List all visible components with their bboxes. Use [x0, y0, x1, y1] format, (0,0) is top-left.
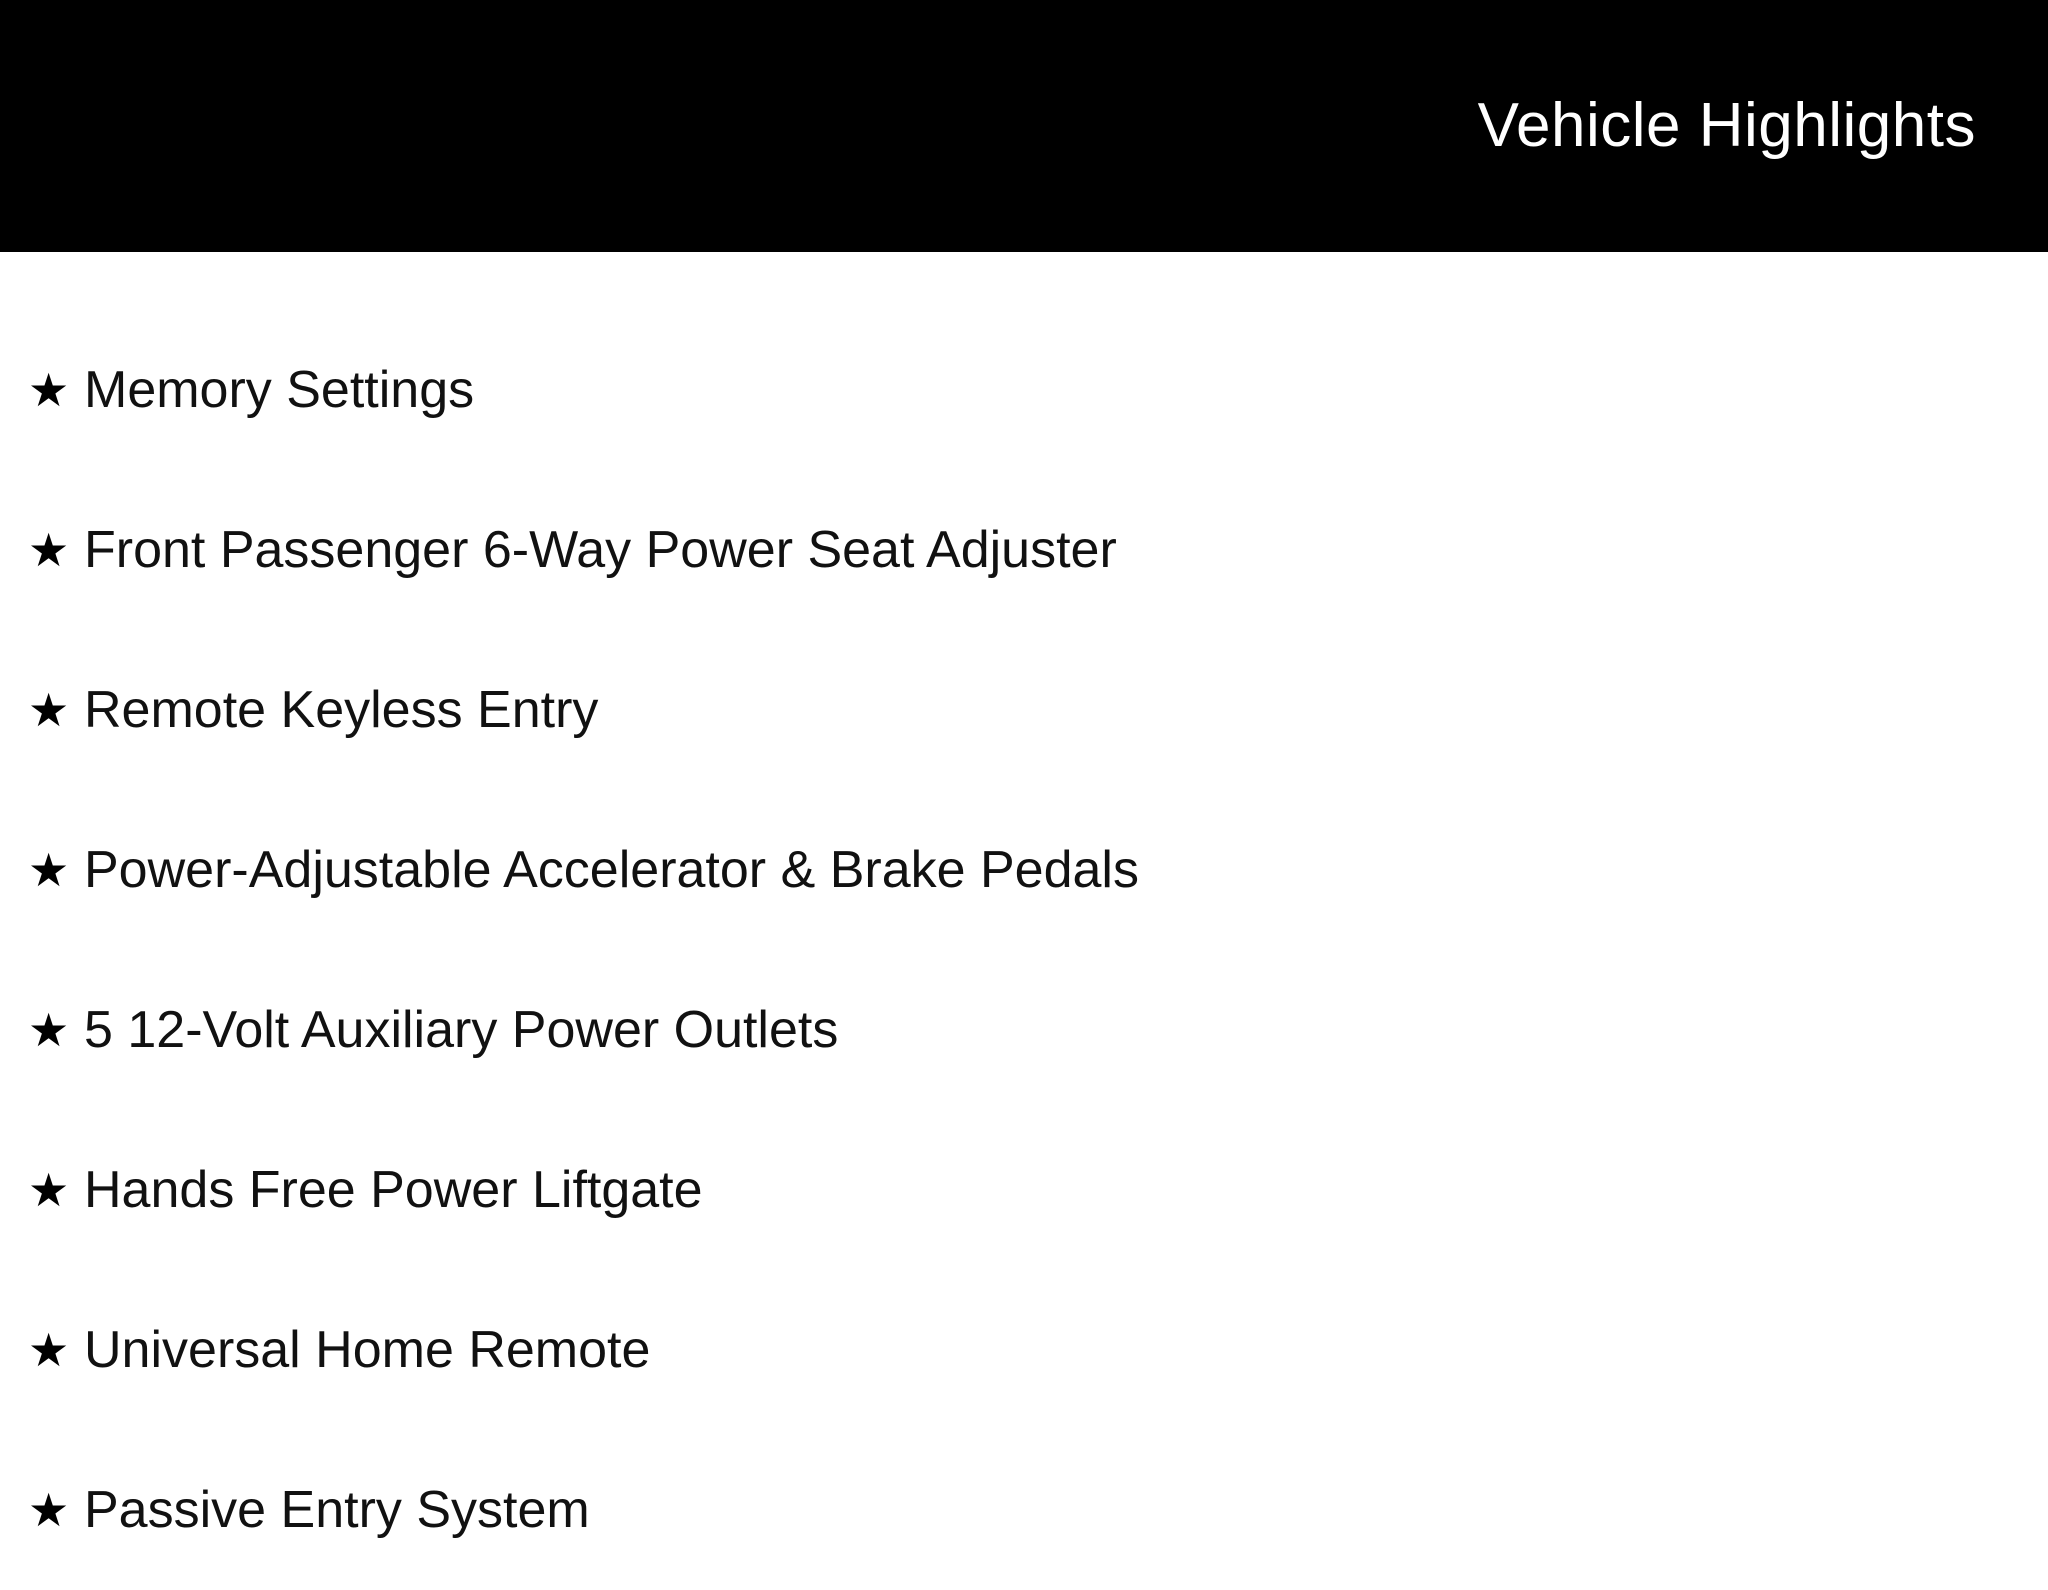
highlight-label: Universal Home Remote — [84, 1320, 651, 1379]
vehicle-highlights-list — [0, 252, 2048, 1590]
star-icon: ★ — [28, 684, 70, 736]
highlight-label: Front Passenger 6-Way Power Seat Adjuster — [84, 520, 1117, 579]
highlight-label: Power-Adjustable Accelerator & Brake Pedals — [84, 840, 1139, 899]
star-icon: ★ — [28, 1324, 70, 1376]
list-item — [0, 470, 2048, 630]
highlight-label: Memory Settings — [84, 360, 475, 419]
list-item — [0, 1110, 2048, 1270]
list-item — [0, 950, 2048, 1110]
list-item — [0, 630, 2048, 790]
star-icon: ★ — [28, 1164, 70, 1216]
star-icon: ★ — [28, 364, 70, 416]
star-icon: ★ — [28, 524, 70, 576]
star-icon: ★ — [28, 1004, 70, 1056]
star-icon: ★ — [28, 1484, 70, 1536]
list-item — [0, 1270, 2048, 1430]
highlight-label: Passive Entry System — [84, 1480, 590, 1539]
list-item — [0, 310, 2048, 470]
list-item — [0, 790, 2048, 950]
highlight-label: Hands Free Power Liftgate — [84, 1160, 703, 1219]
list-item — [0, 1430, 2048, 1590]
star-icon: ★ — [28, 844, 70, 896]
page-title: Vehicle Highlights — [1477, 91, 1976, 160]
highlight-label: Remote Keyless Entry — [84, 680, 599, 739]
highlight-label: 5 12-Volt Auxiliary Power Outlets — [84, 1000, 839, 1059]
page-header — [0, 0, 2048, 252]
